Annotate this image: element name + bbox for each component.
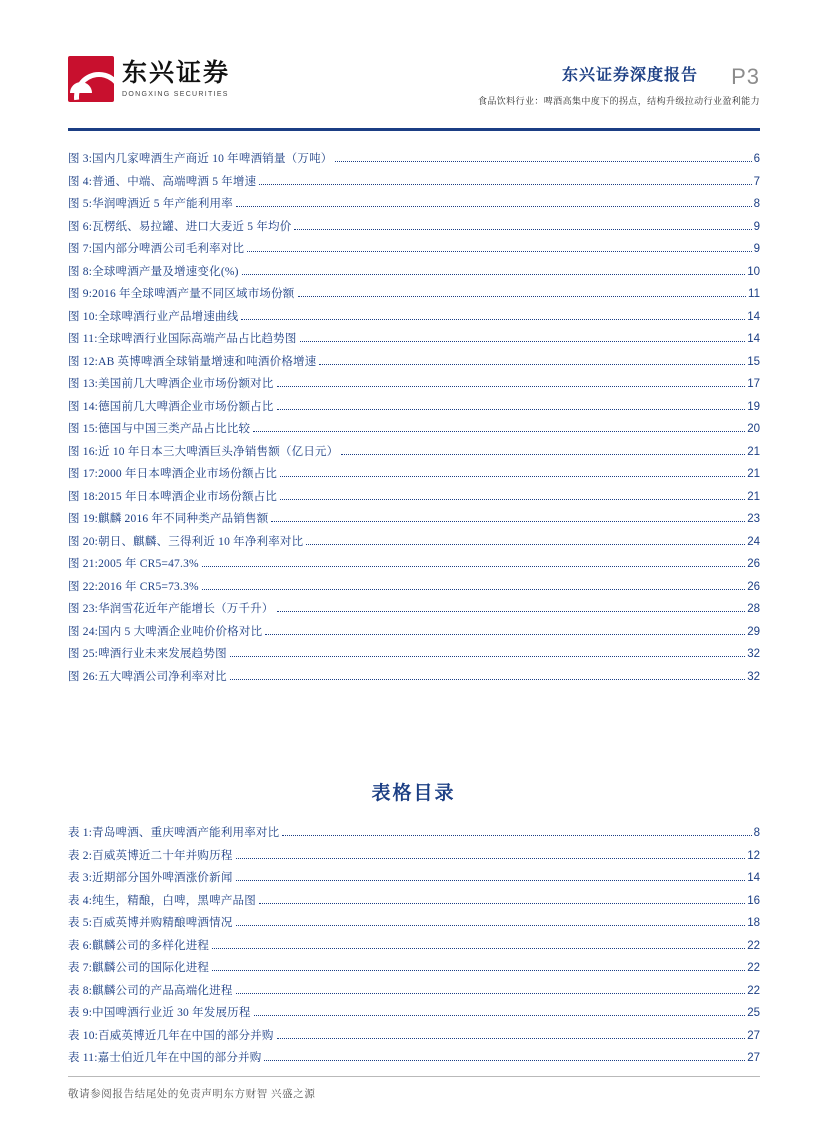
figure-page-number: 21 [747,490,760,503]
table-section-title: 表格目录 [371,783,456,804]
figure-page-number: 19 [747,400,760,413]
table-entry[interactable] [68,871,760,886]
figure-entry[interactable] [68,220,760,235]
figure-label: 图 4:普通、中端、高端啤酒 5 年增速 [68,175,257,188]
figure-page-number: 9 [753,243,760,255]
leader-dots [259,902,745,904]
leader-dots [236,924,746,926]
table-entry[interactable] [68,1029,760,1044]
figure-page-number: 15 [747,355,760,368]
logo-name-en: DONGXING SECURITIES [122,90,229,98]
leader-dots [298,295,747,297]
figure-label: 图 12:AB 英博啤酒全球销量增速和吨酒价格增速 [68,355,317,368]
figure-page-number: 20 [747,423,760,435]
leader-dots [319,363,745,365]
figure-label: 图 13:美国前几大啤酒企业市场份额对比 [68,378,274,390]
figure-entry[interactable] [68,310,760,325]
table-entry[interactable] [68,894,760,909]
table-page-number: 22 [747,939,760,952]
figure-toc-list [68,152,760,692]
table-page-number: 18 [747,917,760,929]
figure-entry[interactable] [68,265,760,280]
figure-entry[interactable] [68,377,760,392]
table-label: 表 5:百威英博并购精酿啤酒情况 [68,917,233,929]
figure-entry[interactable] [68,422,760,437]
figure-page-number: 8 [753,198,760,210]
figure-label: 图 19:麒麟 2016 年不同种类产品销售额 [68,513,269,525]
figure-entry[interactable] [68,355,760,370]
table-entry[interactable] [68,984,760,999]
table-label: 表 1:青岛啤酒、重庆啤酒产能利用率对比 [68,827,280,839]
page-number: P3 [731,64,760,89]
figure-page-number: 17 [747,378,760,390]
table-entry[interactable] [68,1006,760,1021]
table-entry[interactable] [68,916,760,931]
figure-label: 图 26:五大啤酒公司净利率对比 [68,670,227,683]
figure-page-number: 26 [747,558,760,570]
table-page-number: 12 [747,849,760,862]
figure-entry[interactable] [68,670,760,685]
table-page-number: 25 [747,1007,760,1019]
figure-label: 图 6:瓦楞纸、易拉罐、进口大麦近 5 年均价 [68,220,292,233]
table-page-number: 27 [747,1029,760,1042]
table-entry[interactable] [68,1051,760,1066]
page-header [68,50,760,120]
logo-name-cn: 东兴证券 [122,60,231,88]
leader-dots [253,430,745,432]
figure-label: 图 22:2016 年 CR5=73.3% [68,580,199,593]
figure-entry[interactable] [68,152,760,167]
leader-dots [341,453,745,455]
table-page-number: 27 [747,1052,760,1064]
leader-dots [264,1059,745,1061]
figure-label: 图 8:全球啤酒产量及增速变化(%) [68,265,239,278]
leader-dots [277,408,746,410]
figure-page-number: 9 [753,220,760,233]
leader-dots [306,543,745,545]
table-page-number: 8 [753,827,760,839]
header-divider [68,128,760,131]
figure-page-number: 32 [747,648,760,660]
figure-page-number: 26 [747,580,760,593]
figure-entry[interactable] [68,175,760,190]
leader-dots [236,992,746,994]
table-label: 表 6:麒麟公司的多样化进程 [68,939,210,952]
figure-page-number: 11 [748,288,760,300]
leader-dots [259,183,751,185]
report-title: 东兴证券深度报告 [561,67,698,84]
figure-entry[interactable] [68,625,760,640]
leader-dots [230,678,745,680]
leader-dots [236,857,746,859]
figure-label: 图 14:德国前几大啤酒企业市场份额占比 [68,400,274,413]
figure-page-number: 14 [747,310,760,323]
leader-dots [277,385,746,387]
leader-dots [247,250,751,252]
table-page-number: 22 [747,984,760,997]
table-entry[interactable] [68,961,760,976]
leader-dots [202,588,745,590]
figure-entry[interactable] [68,602,760,617]
leader-dots [271,520,745,522]
leader-dots [212,947,745,949]
leader-dots [300,340,746,342]
figure-entry[interactable] [68,557,760,572]
figure-label: 图 20:朝日、麒麟、三得利近 10 年净利率对比 [68,535,304,548]
leader-dots [294,228,751,230]
figure-entry[interactable] [68,647,760,662]
leader-dots [241,318,745,320]
table-entry[interactable] [68,849,760,864]
leader-dots [282,834,751,836]
table-page-number: 14 [747,872,760,884]
leader-dots [230,655,745,657]
figure-label: 图 18:2015 年日本啤酒企业市场份额占比 [68,490,278,503]
figure-entry[interactable] [68,242,760,257]
figure-entry[interactable] [68,490,760,505]
figure-page-number: 24 [747,535,760,548]
leader-dots [202,565,745,567]
figure-entry[interactable] [68,197,760,212]
figure-label: 图 24:国内 5 大啤酒企业吨价价格对比 [68,625,263,638]
figure-label: 图 5:华润啤酒近 5 年产能利用率 [68,198,233,210]
footer-divider [68,1076,760,1077]
table-page-number: 16 [747,894,760,907]
figure-entry[interactable] [68,400,760,415]
figure-label: 图 3:国内几家啤酒生产商近 10 年啤酒销量（万吨） [68,153,333,165]
figure-page-number: 28 [747,603,760,615]
figure-entry[interactable] [68,467,760,482]
figure-page-number: 7 [753,175,760,188]
leader-dots [277,1037,746,1039]
table-label: 表 9:中国啤酒行业近 30 年发展历程 [68,1007,251,1019]
figure-page-number: 21 [747,468,760,480]
figure-entry[interactable] [68,287,760,302]
table-label: 表 2:百威英博近二十年并购历程 [68,849,233,862]
figure-entry[interactable] [68,332,760,347]
table-label: 表 4:纯生，精酿，白啤，黑啤产品图 [68,894,256,907]
figure-label: 图 10:全球啤酒行业产品增速曲线 [68,310,239,323]
table-label: 表 3:近期部分国外啤酒涨价新闻 [68,872,233,884]
table-label: 表 8:麒麟公司的产品高端化进程 [68,984,233,997]
table-label: 表 10:百威英博近几年在中国的部分并购 [68,1029,274,1042]
figure-entry[interactable] [68,535,760,550]
figure-page-number: 32 [747,670,760,683]
leader-dots [254,1014,746,1016]
logo-text [122,60,230,98]
table-label: 表 7:麒麟公司的国际化进程 [68,962,210,974]
company-logo [68,56,230,102]
figure-label: 图 9:2016 年全球啤酒产量不同区域市场份额 [68,288,295,300]
table-label: 表 11:嘉士伯近几年在中国的部分并购 [68,1052,262,1064]
figure-label: 图 23:华润雪花近年产能增长（万千升） [68,603,274,615]
leader-dots [335,160,751,162]
figure-label: 图 11:全球啤酒行业国际高端产品占比趋势图 [68,333,297,345]
figure-entry[interactable] [68,580,760,595]
figure-entry[interactable] [68,512,760,527]
table-page-number: 22 [747,962,760,974]
leader-dots [280,498,745,500]
leader-dots [265,633,745,635]
leader-dots [277,610,746,612]
figure-page-number: 10 [747,265,760,278]
leader-dots [212,969,745,971]
leader-dots [236,879,746,881]
figure-page-number: 21 [747,445,760,458]
report-subtitle: 食品饮料行业：啤酒高集中度下的拐点，结构升级拉动行业盈利能力 [477,96,760,106]
figure-label: 图 25:啤酒行业未来发展趋势图 [68,648,227,660]
figure-page-number: 6 [753,153,760,165]
figure-page-number: 23 [747,513,760,525]
leader-dots [236,205,752,207]
table-toc-list [68,826,760,1074]
figure-entry[interactable] [68,445,760,460]
figure-label: 图 16:近 10 年日本三大啤酒巨头净销售额（亿日元） [68,445,339,458]
table-entry[interactable] [68,939,760,954]
table-entry[interactable] [68,826,760,841]
figure-label: 图 7:国内部分啤酒公司毛利率对比 [68,243,245,255]
figure-page-number: 29 [747,625,760,638]
figure-label: 图 15:德国与中国三类产品占比比较 [68,423,251,435]
figure-label: 图 21:2005 年 CR5=47.3% [68,558,199,570]
figure-label: 图 17:2000 年日本啤酒企业市场份额占比 [68,468,278,480]
footer-note: 敬请参阅报告结尾处的免责声明东方财智 兴盛之源 [68,1089,316,1100]
figure-page-number: 14 [747,333,760,345]
leader-dots [280,475,745,477]
logo-mark-icon [68,56,114,102]
leader-dots [242,273,746,275]
